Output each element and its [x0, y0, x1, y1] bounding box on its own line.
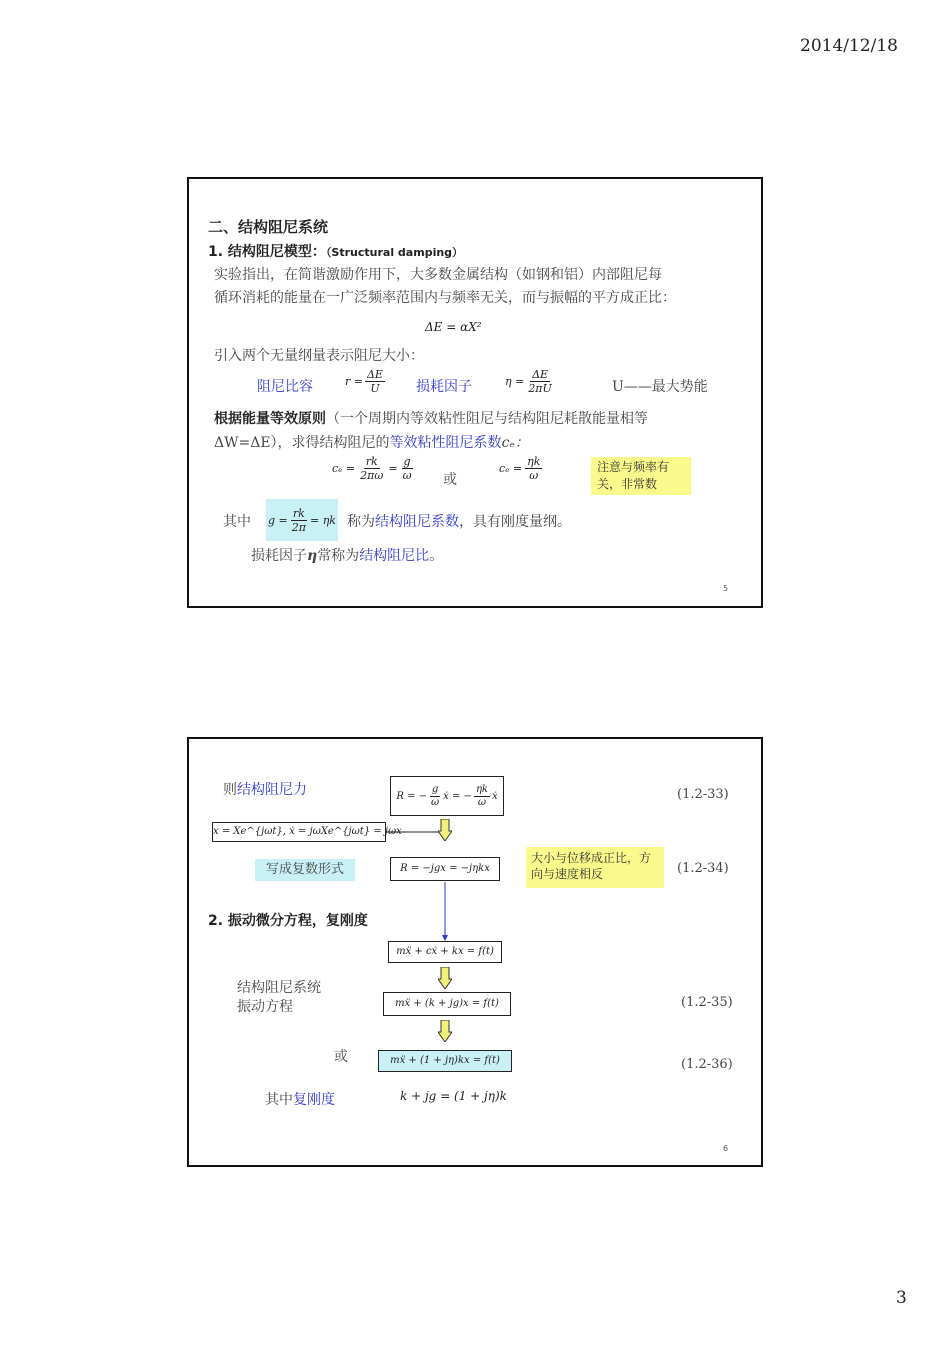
eta-fraction: [526, 369, 554, 394]
g-denominator: 2π: [291, 520, 306, 534]
force-eq-a: R = −: [396, 790, 428, 802]
complex-force-eq: R = −jgx = −jηkx: [390, 857, 500, 881]
force-frac2: [474, 785, 490, 808]
model-heading: [208, 241, 463, 261]
force-prefix: 则: [223, 782, 237, 798]
base-equation: mẍ + cẋ + kx = f(t): [388, 941, 502, 963]
ce1-frac2-den: ω: [402, 469, 412, 482]
principle-line2: [214, 432, 529, 452]
ce1-frac2-num: g: [403, 455, 411, 468]
r-lhs: r =: [345, 375, 363, 388]
eta-lhs: η =: [505, 375, 525, 388]
eqno-34: (1.2-34): [677, 861, 729, 876]
slide-6: [187, 737, 763, 1167]
force-blue-term: 结构阻尼力: [237, 782, 307, 798]
eqno-35: (1.2-35): [681, 995, 733, 1010]
proportional-note: 大小与位移成正比，方向与速度相反: [526, 847, 664, 888]
ce2-lhs: cₑ =: [499, 462, 523, 475]
para1-line2: 循环消耗的能量在一广泛频率范围内与频率无关，而与振幅的平方成正比：: [214, 290, 676, 306]
g-lhs: g =: [268, 513, 288, 527]
ce-formula-1: cₑ = $\frac{rk}{2\pi\omega}$ = $\frac{g}{\omega}$: [332, 455, 412, 482]
eta-formula: [505, 369, 554, 394]
para1-line1: 实验指出，在简谐激励作用下，大多数金属结构（如钢和铝）内部阻尼每: [214, 267, 662, 283]
ce-formula-2: [499, 456, 542, 481]
down-arrow-icon-2: [438, 967, 452, 989]
eqno-33: (1.2-33): [677, 787, 729, 802]
g-fraction: [290, 508, 308, 533]
r-denominator: U: [370, 382, 380, 395]
principle-line1: [214, 408, 648, 428]
eta-denominator: 2πU: [528, 382, 552, 395]
complex-stiffness-eq: k + jg = (1 + jη)k: [400, 1089, 507, 1103]
eta-line-blue: 结构阻尼比: [359, 548, 430, 564]
energy-equation: ΔE = αX²: [425, 320, 482, 334]
complex-stiffness-label: [265, 1089, 335, 1109]
slide-title: 二、结构阻尼系统: [208, 218, 329, 236]
g-formula: [266, 499, 338, 541]
force-eq-b: ẋ = −: [443, 790, 472, 802]
principle-line2-sym: cₑ：: [501, 435, 529, 451]
g-numerator: rk: [292, 506, 305, 520]
slide-number-6: 6: [723, 1144, 729, 1153]
principle-rest: （一个周期内等效粘性阻尼与结构阻尼耗散能量相等: [326, 411, 648, 427]
complex-stiffness-blue: 复刚度: [293, 1092, 335, 1108]
model-paren: （Structural damping）: [325, 246, 464, 259]
section-2-heading: 2. 振动微分方程，复刚度: [208, 913, 368, 929]
force-frac2-num: ηk: [475, 783, 488, 795]
r-fraction: [365, 369, 385, 394]
slide-5: [187, 177, 763, 608]
ce1-frac2: [401, 456, 414, 481]
header-date: 2014/12/18: [800, 36, 898, 56]
force-frac1-num: g: [431, 783, 439, 795]
down-arrow-icon: [438, 819, 452, 841]
complex-form-label: 写成复数形式: [255, 859, 355, 881]
force-frac1-den: ω: [431, 796, 440, 808]
principle-line2-blue: 等效粘性阻尼系数: [389, 435, 502, 451]
g-rhs: = ηk: [310, 513, 336, 527]
model-label: 1. 结构阻尼模型：: [208, 244, 326, 260]
force-heading: [223, 779, 307, 799]
force-frac2-den: ω: [477, 796, 487, 808]
eta-line-b: 常称为: [317, 548, 360, 564]
ce1-lhs: cₑ =: [332, 462, 356, 475]
frequency-note: 注意与频率有关，非常数: [591, 457, 691, 495]
g-tail: ，具有刚度量纲。: [459, 514, 571, 530]
or-label-6: 或: [334, 1049, 348, 1065]
ce2-frac-den: ω: [529, 469, 539, 482]
complex-x-box: x = Xe^{jωt}, ẋ = jωXe^{jωt} = jωx: [212, 822, 386, 842]
ce1-frac1-num: rk: [365, 455, 378, 468]
eqno-36: (1.2-36): [681, 1057, 733, 1072]
ce2-frac: [525, 456, 542, 481]
eta-line-end: 。: [429, 548, 444, 564]
g-description: [347, 511, 571, 531]
ce2-frac-num: ηk: [527, 455, 541, 468]
force-equation: [390, 776, 504, 816]
or-label-5: 或: [443, 472, 457, 488]
principle-bold: 根据能量等效原则: [214, 411, 326, 427]
equation-36: mẍ + (1 + jη)kx = f(t): [378, 1050, 512, 1072]
page-number: 3: [896, 1288, 907, 1308]
r-numerator: ΔE: [366, 368, 383, 381]
eta-line-sym: η: [307, 548, 318, 564]
ce1-frac1-den: 2πω: [360, 469, 384, 482]
system-equation-label: 结构阻尼系统振动方程: [237, 980, 321, 1015]
down-arrow-icon-3: [438, 1020, 452, 1042]
force-eq-c: ẋ: [492, 790, 498, 802]
ce1-frac1: [358, 456, 385, 481]
g-called: 称为: [347, 514, 375, 530]
intro-line: 引入两个无量纲量表示阻尼大小：: [214, 348, 424, 364]
eta-numerator: ΔE: [532, 368, 549, 381]
where-label: 其中: [223, 514, 251, 530]
u-definition: U——最大势能: [612, 379, 708, 395]
eta-sentence: [251, 545, 443, 565]
g-blue-term: 结构阻尼系数: [375, 514, 459, 530]
force-frac1: [429, 785, 441, 808]
r-formula: [345, 369, 385, 394]
complex-stiffness-prefix: 其中: [265, 1092, 293, 1108]
slide-number-5: 5: [723, 584, 729, 593]
principle-line2-a: ΔW=ΔE），求得结构阻尼的: [214, 435, 390, 451]
loss-factor-label: 损耗因子: [416, 379, 472, 395]
equation-35: mẍ + (k + jg)x = f(t): [383, 992, 511, 1016]
eta-line-a: 损耗因子: [251, 548, 307, 564]
damping-ratio-label: 阻尼比容: [257, 379, 313, 395]
